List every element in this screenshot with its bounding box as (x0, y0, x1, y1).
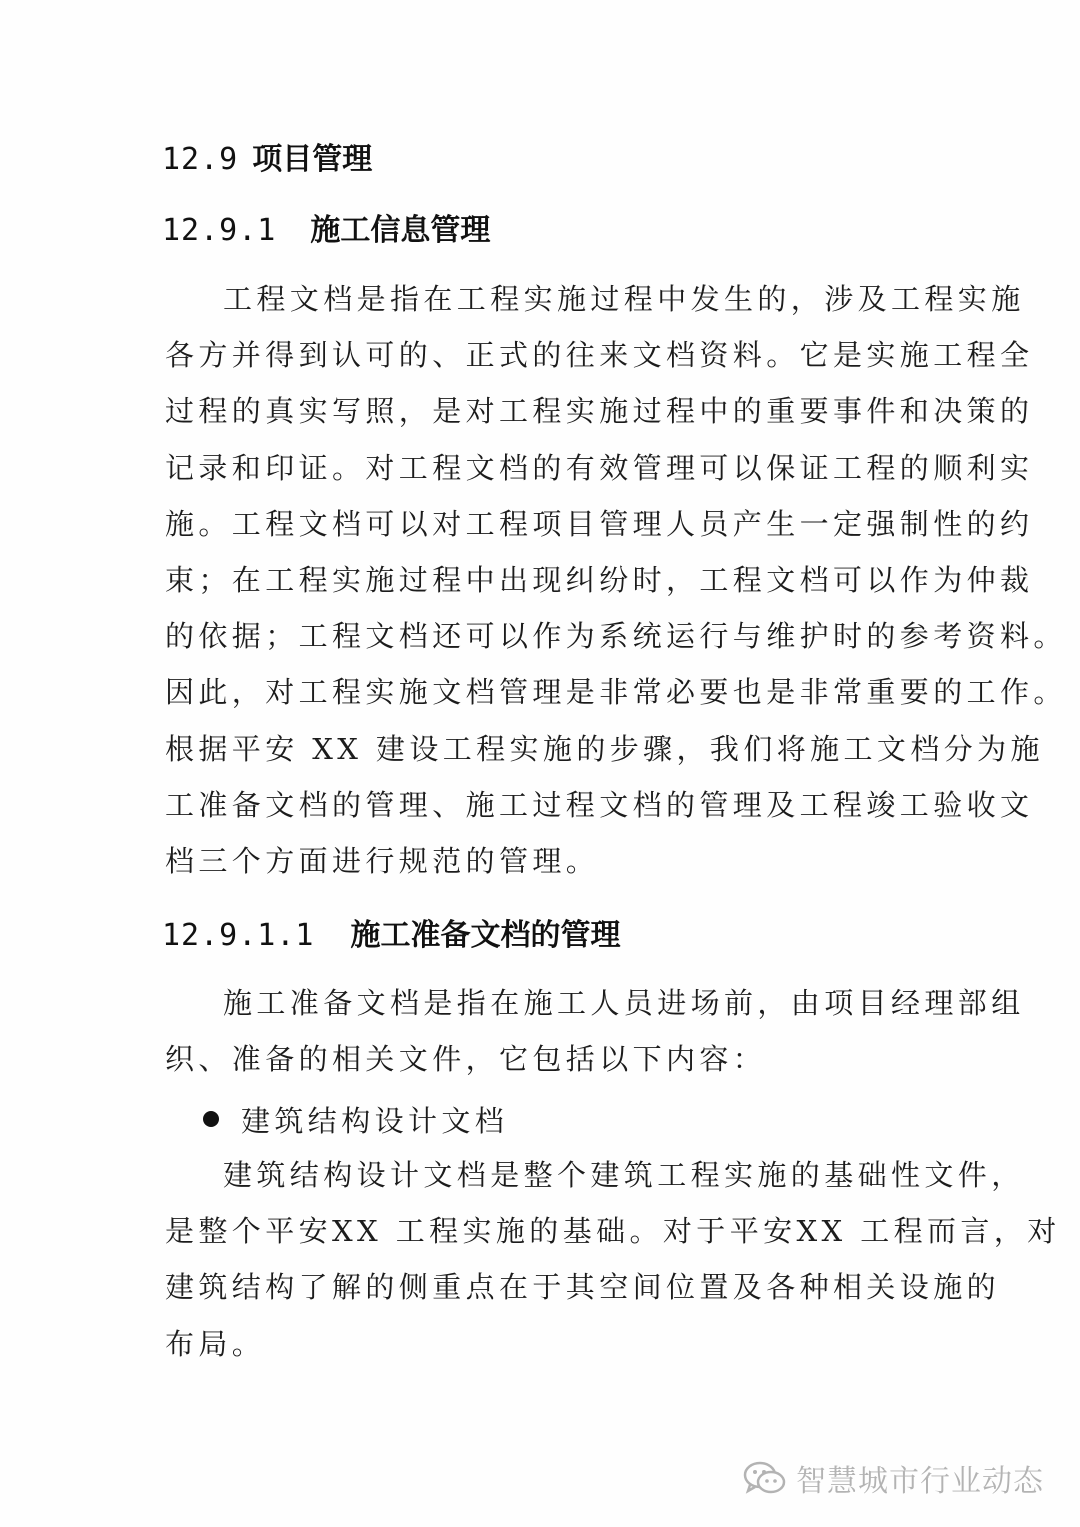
paragraph-line: 施。工程文档可以对工程项目管理人员产生一定强制性的约 (165, 506, 1034, 541)
bullet-icon (203, 1111, 219, 1127)
paragraph-line: 根据平安 XX 建设工程实施的步骤，我们将施工文档分为施 (165, 731, 1044, 766)
paragraph-structural-design (165, 1147, 1061, 1372)
paragraph-line: 的依据；工程文档还可以作为系统运行与维护时的参考资料。 (165, 619, 1067, 654)
paragraph-line: 是整个平安XX 工程实施的基础。对于平安XX 工程而言，对 (165, 1214, 1061, 1249)
list-item-structural-design (203, 1091, 508, 1147)
paragraph-line: 束；在工程实施过程中出现纠纷时，工程文档可以作为仲裁 (165, 562, 1034, 597)
heading-title: 项目管理 (252, 142, 373, 177)
paragraph-line: 各方并得到认可的、正式的往来文档资料。它是实施工程全 (165, 338, 1034, 373)
wechat-icon (742, 1459, 788, 1497)
paragraph-line: 记录和印证。对工程文档的有效管理可以保证工程的顺利实 (165, 450, 1034, 485)
section-heading-12-9 (162, 140, 372, 180)
paragraph-line: 过程的真实写照，是对工程实施过程中的重要事件和决策的 (165, 394, 1034, 429)
paragraph-line: 布局。 (165, 1326, 266, 1361)
heading-number: 12.9.1.1 (162, 918, 315, 953)
paragraph-line: 工程文档是指在工程实施过程中发生的，涉及工程实施 (223, 282, 1025, 316)
paragraph-engineering-documents (165, 271, 1067, 889)
watermark-text: 智慧城市行业动态 (796, 1464, 1044, 1499)
section-heading-12-9-1-1 (162, 916, 621, 956)
paragraph-line: 因此，对工程实施文档管理是非常必要也是非常重要的工作。 (165, 675, 1067, 710)
paragraph-preparation-documents (165, 975, 1025, 1087)
heading-number: 12.9 (162, 142, 239, 177)
heading-title: 施工信息管理 (310, 213, 491, 248)
paragraph-line: 工准备文档的管理、施工过程文档的管理及工程竣工验收文 (165, 787, 1034, 822)
paragraph-line: 建筑结构了解的侧重点在于其空间位置及各种相关设施的 (165, 1270, 1001, 1305)
list-item-text: 建筑结构设计文档 (241, 1103, 509, 1138)
paragraph-line: 档三个方面进行规范的管理。 (165, 843, 600, 878)
heading-title: 施工准备文档的管理 (350, 918, 621, 953)
paragraph-line: 建筑结构设计文档是整个建筑工程实施的基础性文件， (223, 1158, 1025, 1192)
section-heading-12-9-1 (162, 211, 490, 251)
watermark (742, 1456, 1044, 1500)
heading-number: 12.9.1 (162, 213, 277, 248)
paragraph-line: 织、准备的相关文件，它包括以下内容： (165, 1042, 767, 1077)
paragraph-line: 施工准备文档是指在施工人员进场前，由项目经理部组 (223, 986, 1025, 1020)
